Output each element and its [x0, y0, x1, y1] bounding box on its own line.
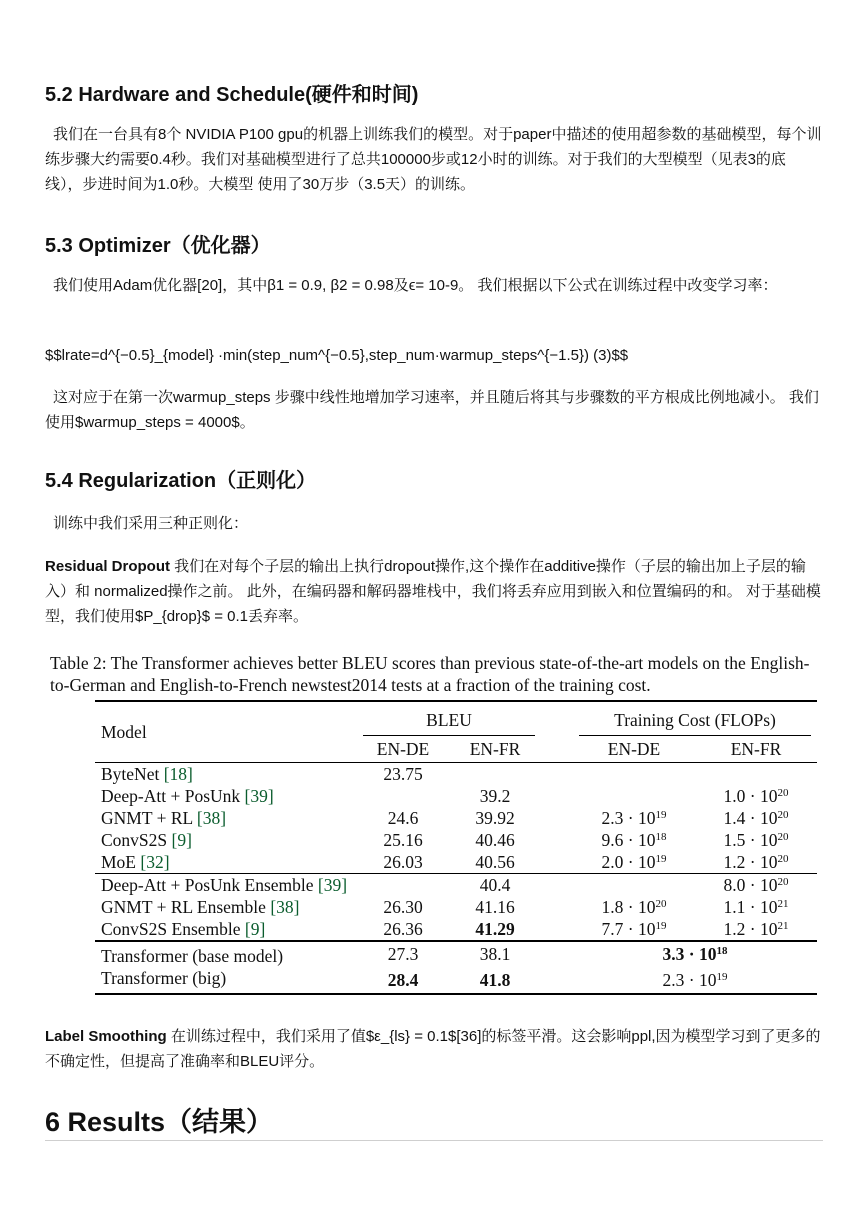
- table-row: ByteNet [18] 23.75: [95, 763, 817, 786]
- header-cost-en-fr: EN-FR: [730, 739, 782, 760]
- header-bleu-en-de: EN-DE: [376, 739, 430, 760]
- table-row: MoE [32] 26.03 40.56 $2.0 \cdot 10^{19}$ $1.2 \cdot 10^{20}$: [101, 851, 789, 872]
- label-smoothing-label: Label Smoothing: [45, 1028, 167, 1045]
- heading-divider: [45, 1140, 823, 1141]
- section-5-3-paragraph: 我们使用Adam优化器[20]，其中β1 = 0.9, β2 = 0.98及ϵ= 10-9。 我们根据以下公式在训练过程中改变学习率：: [53, 277, 778, 294]
- section-5-2-paragraph: 我们在一台具有8个 NVIDIA P100 gpu的机器上训练我们的模型。对于paper中描述的使用超参数的基础模型，每个训练步骤大约需要0.4秒。我们对基础模型进行了总共100000步或12小时的训练。对于我们的大型模型（见表3的底线），步进时间为1.0秒。大模型 使用了30万步（3.5天）的训练。: [45, 126, 822, 193]
- header-cost-en-de: EN-DE: [607, 739, 661, 760]
- section-5-4-heading: 5.4 Regularization（正则化）: [45, 470, 317, 492]
- section-6-heading: 6 Results（结果）: [45, 1107, 274, 1137]
- table-row-transformer-base: Transformer (base model) 27.3 38.1 $3.3 \cdot 10^{18}$: [95, 941, 817, 967]
- table-row: Deep-Att + PosUnk [39] 39.2 $1.0 \cdot 10^{20}$: [101, 785, 789, 806]
- label-smoothing-paragraph: Label Smoothing 在训练过程中，我们采用了值$ε_{ls} = 0.1$[36]的标签平滑。这会影响ppl,因为模型学习到了更多的不确定性，但提高了准确率和BLEU评分。: [45, 1028, 821, 1070]
- residual-dropout-paragraph: Residual Dropout 我们在对每个子层的输出上执行dropout操作,这个操作在additive操作（子层的输出加上子层的输入）和 normalized操作之前。 此外，在编码器和解码器堆栈中，我们将丢弃应用到嵌入和位置编码的和。 对于基础模型，我们使用$P_{drop}$ = 0.1丢弃率。: [45, 558, 821, 625]
- section-5-2-heading: 5.2 Hardware and Schedule(硬件和时间): [45, 84, 419, 106]
- table-row-transformer-big: Transformer (big) 28.4 41.8 $2.3 \cdot 10^{19}$: [95, 967, 817, 994]
- warmup-paragraph: 这对应于在第一次warmup_steps 步骤中线性地增加学习速率，并且随后将其与步骤数的平方根成比例地减小。 我们使用$warmup_steps = 4000$。: [45, 389, 819, 431]
- table-header-row: [95, 701, 817, 738]
- section-5-3-heading: 5.3 Optimizer（优化器）: [45, 235, 271, 257]
- table-caption: Table 2: The Transformer achieves better BLEU scores than previous state-of-the-art models on the English-to-German and English-to-French newstest2014 tests at a fraction of the training cost.: [50, 653, 810, 695]
- regularization-intro: 训练中我们采用三种正则化：: [53, 515, 249, 532]
- table-row: GNMT + RL Ensemble [38] 26.30 41.16 $1.8 \cdot 10^{20}$ $1.1 \cdot 10^{21}$: [101, 896, 789, 917]
- header-model: Model: [95, 701, 357, 763]
- table-row: ConvS2S [9] 25.16 40.46 $9.6 \cdot 10^{18}$ $1.5 \cdot 10^{20}$: [101, 829, 789, 850]
- header-bleu-en-fr: EN-FR: [469, 739, 521, 760]
- header-bleu: BLEU: [357, 701, 541, 738]
- residual-dropout-label: Residual Dropout: [45, 558, 171, 575]
- table-row: Deep-Att + PosUnk Ensemble [39] 40.4 $8.0 \cdot 10^{20}$: [95, 874, 817, 897]
- header-training-cost: Training Cost (FLOPs): [573, 701, 817, 738]
- table-row: ConvS2S Ensemble [9] 26.36 41.29 $7.7 \cdot 10^{19}$ $1.2 \cdot 10^{21}$: [101, 918, 789, 939]
- table-row: GNMT + RL [38] 24.6 39.92 $2.3 \cdot 10^{19}$ $1.4 \cdot 10^{20}$: [101, 807, 789, 828]
- lrate-formula: $$lrate=d^{−0.5}_{model} ·min(step_num^{−0.5},step_num·warmup_steps^{−1.5}) (3)$$: [45, 347, 629, 364]
- results-table: [95, 700, 817, 995]
